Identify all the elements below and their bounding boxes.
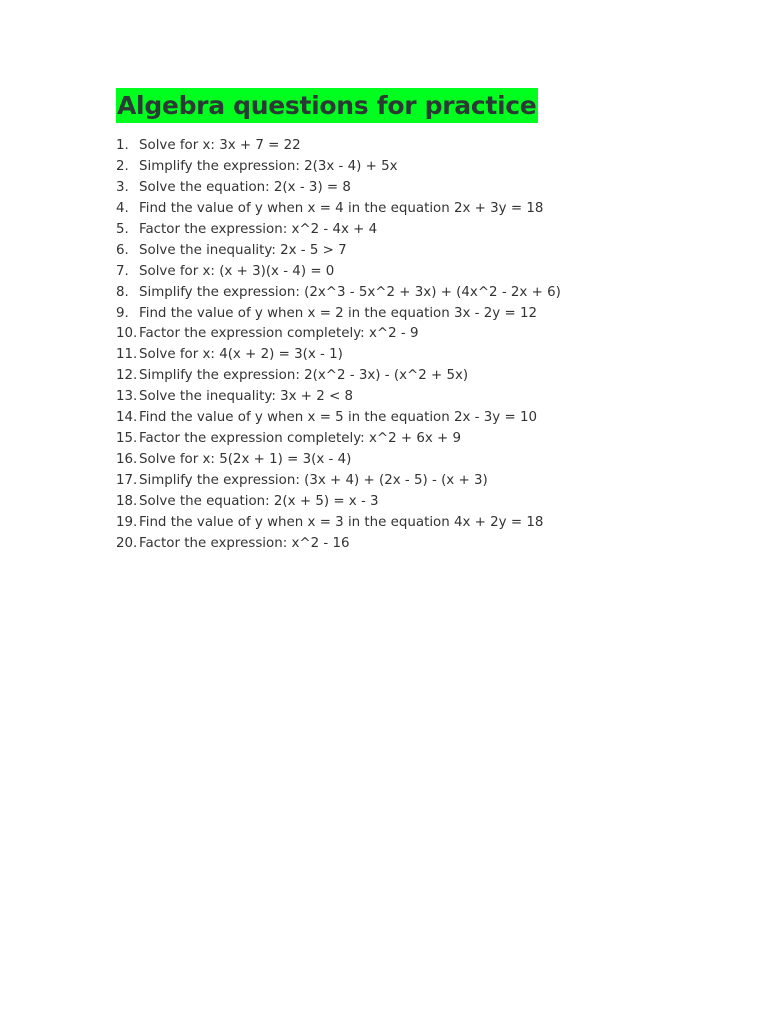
question-number: 17. (116, 473, 138, 488)
question-number: 18. (116, 493, 138, 509)
question-text: Factor the expression: x^2 - 16 (139, 535, 350, 551)
question-text: Find the value of y when x = 3 in the equation 4x + 2y = 18 (139, 514, 544, 530)
question-number: 7. (116, 263, 129, 279)
page-title: Algebra questions for practice (116, 88, 538, 123)
question-text: Find the value of y when x = 2 in the equation 3x - 2y = 12 (139, 305, 537, 321)
list-item (116, 262, 736, 283)
question-number: 2. (116, 158, 129, 174)
list-item (116, 178, 736, 199)
question-number: 20. (116, 535, 138, 551)
list-item (116, 408, 736, 429)
question-text: Simplify the expression: 2(x^2 - 3x) - (x^2 + 5x) (139, 368, 469, 384)
list-item (116, 304, 736, 325)
question-number: 11. (116, 347, 138, 363)
question-number: 19. (116, 514, 138, 530)
question-text: Solve for x: 5(2x + 1) = 3(x - 4) (139, 452, 352, 468)
question-number: 1. (116, 138, 129, 153)
question-list (116, 136, 736, 555)
question-text: Find the value of y when x = 4 in the equation 2x + 3y = 18 (139, 200, 544, 216)
list-item (116, 345, 736, 366)
question-number: 10. (116, 326, 138, 342)
list-item (116, 136, 736, 157)
question-text: Solve for x: 3x + 7 = 22 (139, 138, 301, 153)
list-item (116, 324, 736, 345)
question-number: 15. (116, 431, 138, 447)
question-text: Find the value of y when x = 5 in the equation 2x - 3y = 10 (139, 410, 537, 426)
question-text: Solve the equation: 2(x - 3) = 8 (139, 179, 351, 195)
list-item (116, 471, 736, 492)
question-number: 5. (116, 221, 129, 237)
question-number: 6. (116, 242, 129, 258)
list-item (116, 387, 736, 408)
list-item (116, 157, 736, 178)
list-item (116, 366, 736, 387)
question-text: Factor the expression completely: x^2 - 9 (139, 326, 419, 342)
question-text: Factor the expression: x^2 - 4x + 4 (139, 221, 378, 237)
question-text: Solve for x: 4(x + 2) = 3(x - 1) (139, 347, 343, 363)
question-number: 12. (116, 368, 138, 384)
question-text: Simplify the expression: (2x^3 - 5x^2 + 3x) + (4x^2 - 2x + 6) (139, 284, 561, 300)
question-number: 14. (116, 410, 138, 426)
question-text: Solve the inequality: 3x + 2 < 8 (139, 389, 354, 405)
question-number: 13. (116, 389, 138, 405)
list-item (116, 513, 736, 534)
question-number: 4. (116, 200, 129, 216)
list-item (116, 450, 736, 471)
list-item (116, 199, 736, 220)
list-item (116, 534, 736, 555)
question-text: Factor the expression completely: x^2 + 6x + 9 (139, 431, 462, 447)
list-item (116, 492, 736, 513)
question-number: 9. (116, 305, 129, 321)
question-text: Solve the inequality: 2x - 5 > 7 (139, 242, 347, 258)
question-text: Simplify the expression: 2(3x - 4) + 5x (139, 158, 398, 174)
question-text: Solve the equation: 2(x + 5) = x - 3 (139, 493, 379, 509)
list-item (116, 220, 736, 241)
question-text: Simplify the expression: (3x + 4) + (2x - 5) - (x + 3) (139, 473, 488, 488)
list-item (116, 429, 736, 450)
question-number: 16. (116, 452, 138, 468)
list-item (116, 283, 736, 304)
question-text: Solve for x: (x + 3)(x - 4) = 0 (139, 263, 335, 279)
question-number: 8. (116, 284, 129, 300)
list-item (116, 241, 736, 262)
question-number: 3. (116, 179, 129, 195)
